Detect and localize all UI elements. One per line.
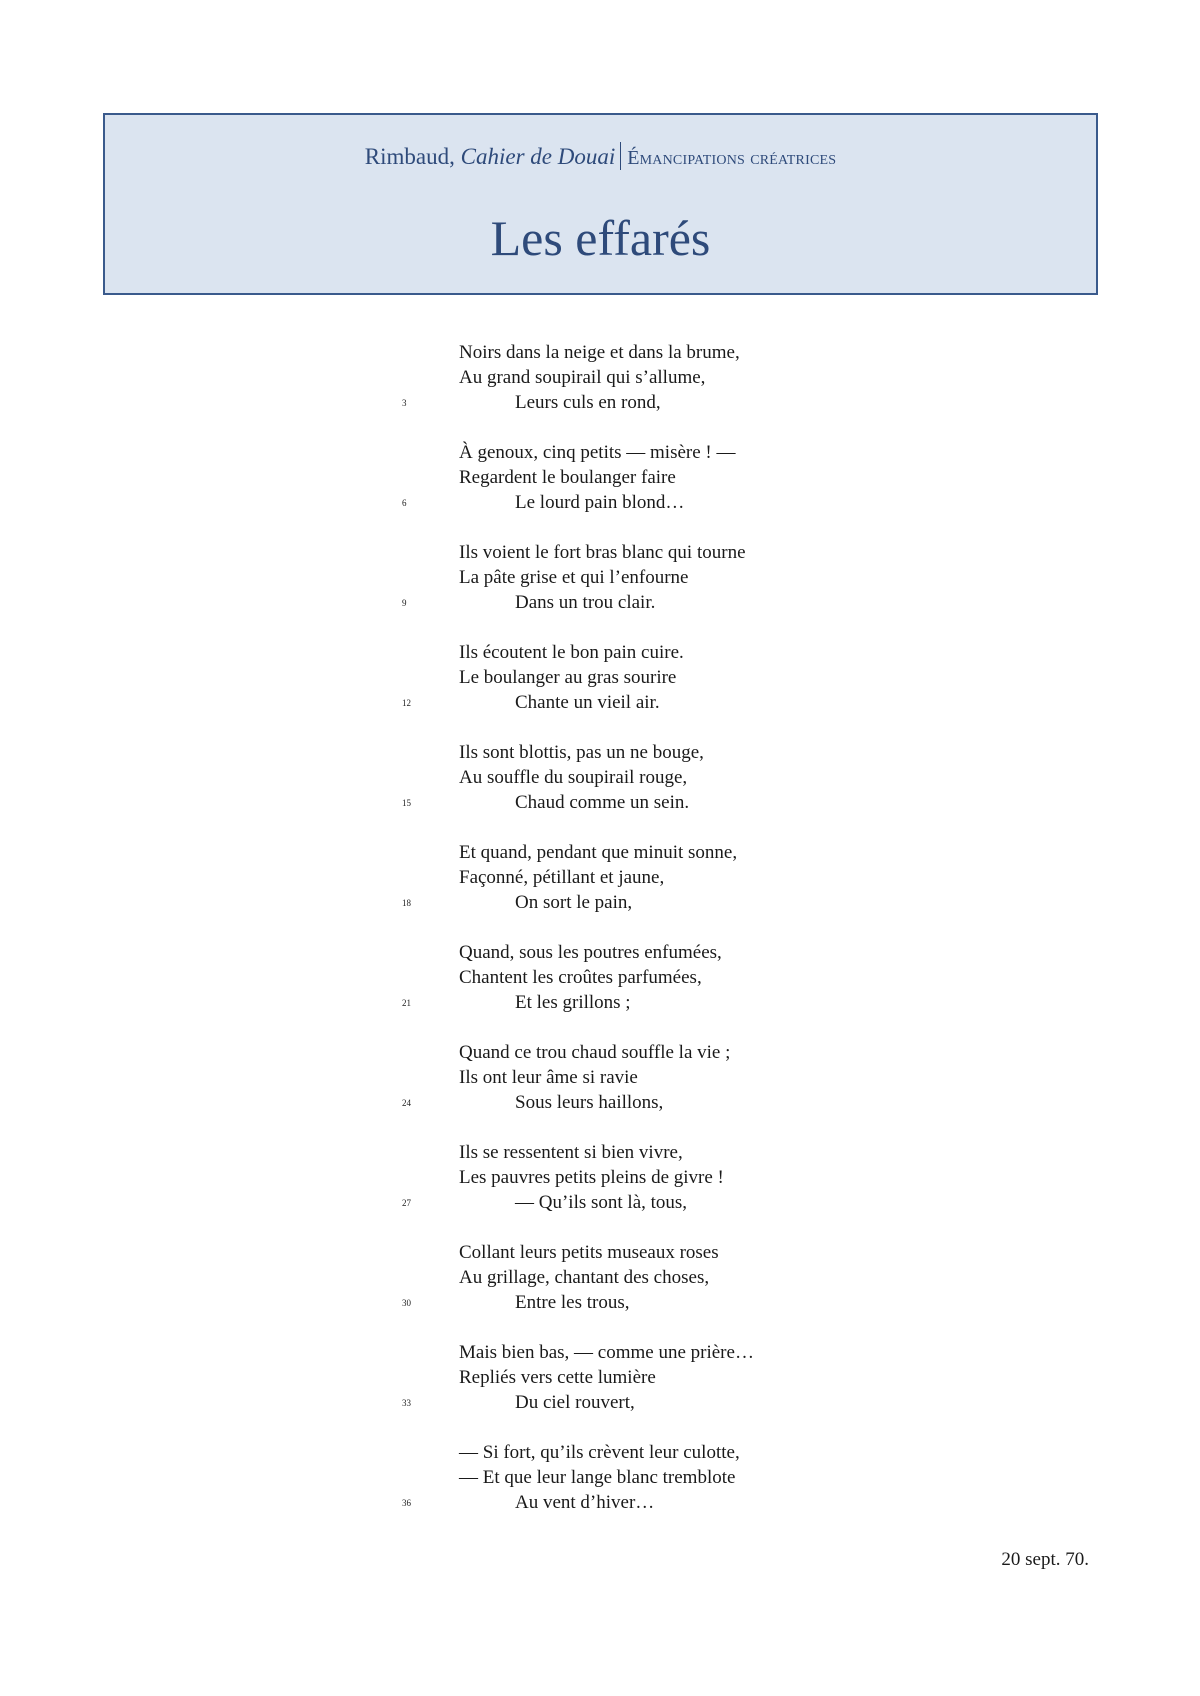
verse: Ils voient le fort bras blanc qui tourne <box>459 542 746 563</box>
stanza <box>0 340 1200 415</box>
verse: Chantent les croûtes parfumées, <box>459 967 702 988</box>
line-number: 9 <box>402 598 407 608</box>
verse: Et quand, pendant que minuit sonne, <box>459 842 738 863</box>
verse: Chaud comme un sein. <box>515 792 690 813</box>
theme-label: Émancipations créatrices <box>627 147 837 169</box>
verse: Quand, sous les poutres enfumées, <box>459 942 722 963</box>
stanza <box>0 1440 1200 1515</box>
verse: — Et que leur lange blanc tremblote <box>459 1467 736 1488</box>
poem-date: 20 sept. 70. <box>1001 1549 1089 1570</box>
verse: Collant leurs petits museaux roses <box>459 1242 719 1263</box>
line-number: 18 <box>402 898 411 908</box>
stanza <box>0 840 1200 915</box>
stanza <box>0 1040 1200 1115</box>
verse: Le lourd pain blond… <box>515 492 685 513</box>
verse: Au grand soupirail qui s’allume, <box>459 367 706 388</box>
verse: Et les grillons ; <box>515 992 631 1013</box>
verse: Entre les trous, <box>515 1292 630 1313</box>
verse: Ils sont blottis, pas un ne bouge, <box>459 742 704 763</box>
header-box <box>103 113 1098 295</box>
author-name: Rimbaud, <box>364 144 455 169</box>
verse: Leurs culs en rond, <box>515 392 661 413</box>
line-number: 3 <box>402 398 407 408</box>
verse: Regardent le boulanger faire <box>459 467 676 488</box>
line-number: 12 <box>402 698 411 708</box>
verse: Au vent d’hiver… <box>515 1492 655 1513</box>
stanza <box>0 440 1200 515</box>
stanza <box>0 540 1200 615</box>
verse: Chante un vieil air. <box>515 692 660 713</box>
verse: Dans un trou clair. <box>515 592 656 613</box>
line-number: 27 <box>402 1198 411 1208</box>
verse: Du ciel rouvert, <box>515 1392 635 1413</box>
verse: — Si fort, qu’ils crèvent leur culotte, <box>459 1442 740 1463</box>
verse: Ils écoutent le bon pain cuire. <box>459 642 684 663</box>
line-number: 15 <box>402 798 411 808</box>
verse: La pâte grise et qui l’enfourne <box>459 567 689 588</box>
verse: Noirs dans la neige et dans la brume, <box>459 342 740 363</box>
verse: — Qu’ils sont là, tous, <box>515 1192 688 1213</box>
stanza <box>0 1240 1200 1315</box>
verse: Ils ont leur âme si ravie <box>459 1067 638 1088</box>
verse: Le boulanger au gras sourire <box>459 667 677 688</box>
verse: Ils se ressentent si bien vivre, <box>459 1142 683 1163</box>
line-number: 21 <box>402 998 411 1008</box>
verse: On sort le pain, <box>515 892 633 913</box>
line-number: 30 <box>402 1298 411 1308</box>
stanza <box>0 1140 1200 1215</box>
stanza <box>0 940 1200 1015</box>
stanza <box>0 640 1200 715</box>
verse: Façonné, pétillant et jaune, <box>459 867 665 888</box>
stanza <box>0 740 1200 815</box>
poem-title: Les effarés <box>490 210 711 266</box>
header-line <box>105 142 1096 170</box>
verse: Mais bien bas, — comme une prière… <box>459 1342 754 1363</box>
line-number: 33 <box>402 1398 411 1408</box>
stanza <box>0 1340 1200 1415</box>
verse: Les pauvres petits pleins de givre ! <box>459 1167 724 1188</box>
verse: Sous leurs haillons, <box>515 1092 664 1113</box>
poem-body <box>0 340 1200 1540</box>
verse: Repliés vers cette lumière <box>459 1367 656 1388</box>
verse: Au grillage, chantant des choses, <box>459 1267 710 1288</box>
header-separator <box>620 142 621 170</box>
line-number: 24 <box>402 1098 411 1108</box>
verse: Au souffle du soupirail rouge, <box>459 767 688 788</box>
verse: Quand ce trou chaud souffle la vie ; <box>459 1042 731 1063</box>
line-number: 36 <box>402 1498 411 1508</box>
work-title: Cahier de Douai <box>460 144 616 169</box>
line-number: 6 <box>402 498 407 508</box>
verse: À genoux, cinq petits — misère ! — <box>459 442 736 463</box>
